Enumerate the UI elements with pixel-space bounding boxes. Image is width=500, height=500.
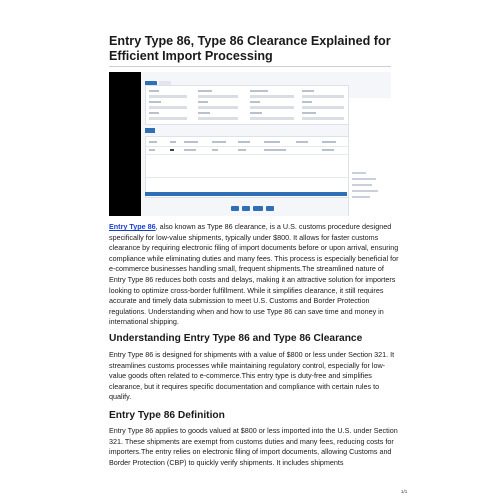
section-heading-understanding: Understanding Entry Type 86 and Type 86 Clearance [109,333,363,344]
screenshot-table [145,136,349,198]
page-title: Entry Type 86, Type 86 Clearance Explained for Efficient Import Processing [109,34,391,63]
screenshot-button [231,206,239,211]
section-definition-paragraph: Entry Type 86 applies to goods valued at $800 or less imported into the U.S. under Section 321. These shipments are exempt from customs duties and many fees, reducing costs for importers.The entry relies on electronic filing of import documents, allowing Customs and Border Protection (CBP) to quickly verify shipments. It includes shipments [109,426,398,467]
screenshot-form [145,85,349,125]
page-number: 1/1 [401,489,408,494]
screenshot-button [253,206,263,211]
intro-text: , also known as Type 86 clearance, is a U.S. customs procedure designed specifically for low-value shipments, typically under $800. It allows for faster customs clearance by requiring electronic filing of import documents before or upon arrival, ensuring compliance while eliminating duties and many fees. This process is especially beneficial for e-commerce businesses handling small, frequent shipments.The streamlined nature of Entry Type 86 reduces both costs and delays, making it an attractive solution for importers looking to optimize cross-border fulfillment. While it simplifies clearance, it still requires accurate and timely data submission to meet U.S. Customs and Border Protection regulations. Understanding when and how to use Type 86 can save time and money in international shipping. [109,222,399,327]
screenshot-app-window [141,72,391,216]
screenshot-side-panel [348,98,391,216]
section-heading-definition: Entry Type 86 Definition [109,410,225,421]
entry-type-86-link[interactable]: Entry Type 86 [109,222,156,231]
screenshot-table-header [145,128,155,133]
title-divider [109,66,391,67]
section-understanding-paragraph: Entry Type 86 is designed for shipments with a value of $800 or less under Section 321. It streamlines customs processes while maintaining regulatory control, especially for low-value goods often related to e-commerce.This entry type is duty-free and simplifies clearance, but it requires specific documentation and compliance with certain rules to qualify. [109,350,395,402]
screenshot-bottom-bar [145,192,347,196]
screenshot-black-margin [109,72,141,216]
screenshot-button [266,206,274,211]
customs-software-screenshot [109,72,391,216]
screenshot-tabs [145,74,173,80]
intro-paragraph [109,222,399,328]
screenshot-button [242,206,250,211]
